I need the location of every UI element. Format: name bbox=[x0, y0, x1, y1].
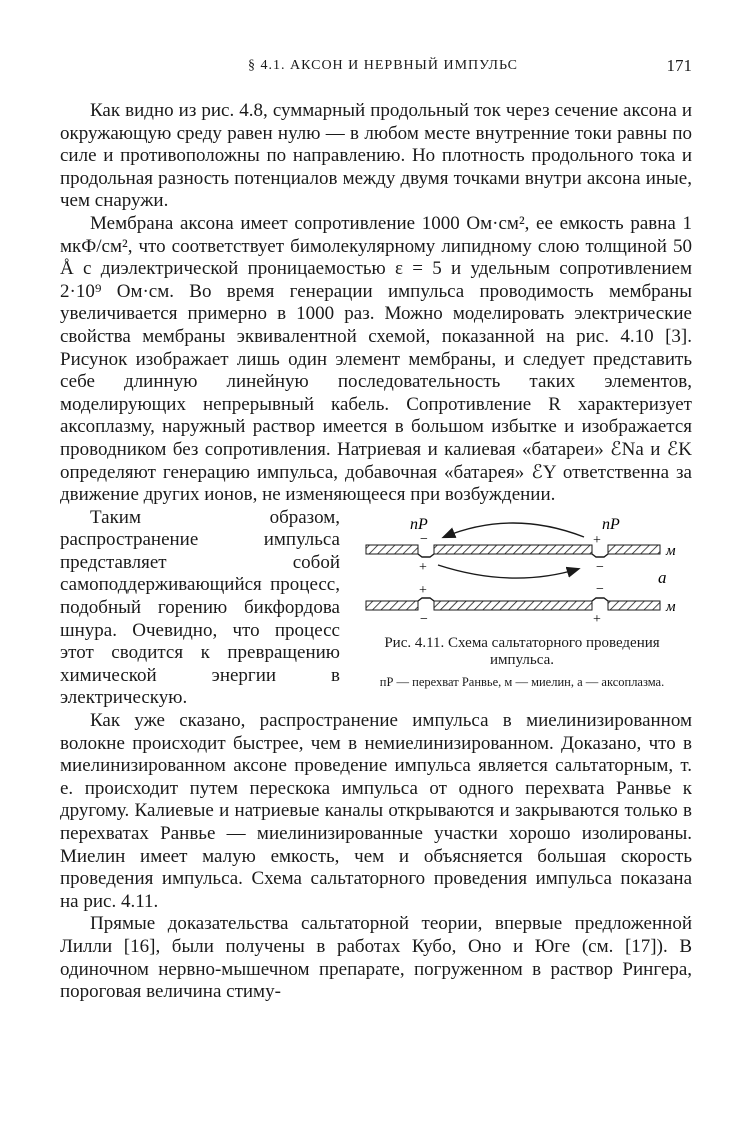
node-top-left bbox=[418, 554, 434, 557]
sign-bottom-right-outer: + bbox=[593, 611, 601, 627]
myelin-top-left bbox=[366, 545, 418, 554]
myelin-bottom-middle bbox=[434, 601, 592, 610]
sign-bottom-left-inner: + bbox=[419, 582, 427, 598]
running-head bbox=[60, 56, 692, 80]
figure-wrap-block bbox=[60, 507, 692, 914]
node-top-right bbox=[592, 554, 608, 557]
saltatory-diagram bbox=[352, 511, 692, 629]
figure-legend: пР — перехват Ранвье, м — миелин, а — аксоплазма. bbox=[379, 674, 665, 689]
paragraph-1: Как видно из рис. 4.8, суммарный продольный ток через сечение аксона и окружающую среду равен нулю — в любом месте внутренние токи равны по силе и противоположны по направлению. Но плотность продольного тока и продольная разность потенциалов между двумя точками внутри аксона иные, чем снаружи. bbox=[60, 100, 692, 212]
label-node-left: пР bbox=[410, 515, 428, 533]
myelin-top-middle bbox=[434, 545, 592, 554]
sign-top-left-outer: − bbox=[420, 531, 428, 547]
sign-bottom-right-inner: − bbox=[596, 581, 604, 597]
body-text bbox=[60, 100, 692, 1004]
label-node-right: пР bbox=[602, 515, 620, 533]
myelin-top-right bbox=[608, 545, 660, 554]
running-head-title: § 4.1. АКСОН И НЕРВНЫЙ ИМПУЛЬС bbox=[248, 58, 519, 73]
paragraph-2: Мембрана аксона имеет сопротивление 1000 Ом·см², ее емкость равна 1 мкФ/см², что соответствует бимолекулярному липидному слою толщиной 50 Å с диэлектрической проницаемостью ε = 5 и удельным сопротивлением 2·10⁹ Ом·см. Во время генерации импульса проводимость мембраны увеличивается примерно в 1000 раз. Можно моделировать электрические свойства мембраны эквивалентной схемой, показанной на рис. 4.10 [3]. Рисунок изображает лишь один элемент мембраны, и следует представить себе длинную линейную последовательность таких элементов, моделирующих непрерывный кабель. Сопротивление R характеризует аксоплазму, наружный раствор имеется в большом избытке и изображается проводником без сопротивления. Натриевая и калиевая «батареи» ℰNa и ℰK определяют генерацию импульса, добавочная «батарея» ℰY ответственна за движение других ионов, не изменяющееся при возбуждении. bbox=[60, 212, 692, 506]
sign-bottom-left-outer: − bbox=[420, 611, 428, 627]
outer-current-arrow bbox=[444, 523, 584, 537]
label-myelin-bottom: м bbox=[666, 598, 676, 615]
label-axoplasm: а bbox=[658, 567, 667, 587]
paragraph-4: Как уже сказано, распространение импульса в миелинизированном волокне происходит быстрее, чем в немиелинизированном. Доказано, что в миелинизированном аксоне проведение импульса является сальтаторным, т. е. происходит путем перескока импульса от одного перехвата Ранвье к другому. Калиевые и натриевые каналы открываются и закрываются только в перехватах Ранвье — миелинизированные участки хорошо изолированы. Миелин имеет малую емкость, чем и объясняется большая скорость проведения импульса. Схема сальтаторного проведения импульса показана на рис. 4.11. bbox=[60, 710, 692, 912]
paragraph-3: Таким образом, распространение импульса представляет собой самоподдерживающийся процесс, подобный горению бикфордова шнура. Очевидно, что процесс этот сводится к превращению химической энергии в электрическую. bbox=[60, 506, 340, 709]
book-page bbox=[60, 56, 692, 1004]
sign-top-right-outer: + bbox=[593, 532, 601, 548]
sign-top-left-inner: + bbox=[419, 559, 427, 575]
myelin-bottom-right bbox=[608, 601, 660, 610]
page-number: 171 bbox=[666, 56, 692, 75]
node-bottom-right bbox=[592, 598, 608, 601]
label-myelin-top: м bbox=[666, 542, 676, 559]
sign-top-right-inner: − bbox=[596, 559, 604, 575]
figure-caption: Рис. 4.11. Схема сальтаторного проведения импульса. bbox=[384, 634, 660, 668]
paragraph-5: Прямые доказательства сальтаторной теории, впервые предложенной Лилли [16], были получены в работах Кубо, Оно и Юге (см. [17]). В одиночном нервно-мышечном препарате, погруженном в раствор Рингера, пороговая величина стиму- bbox=[60, 913, 692, 1003]
figure-4-11 bbox=[352, 511, 692, 689]
node-bottom-left bbox=[418, 598, 434, 601]
myelin-bottom-left bbox=[366, 601, 418, 610]
inner-current-arrow bbox=[438, 565, 578, 578]
